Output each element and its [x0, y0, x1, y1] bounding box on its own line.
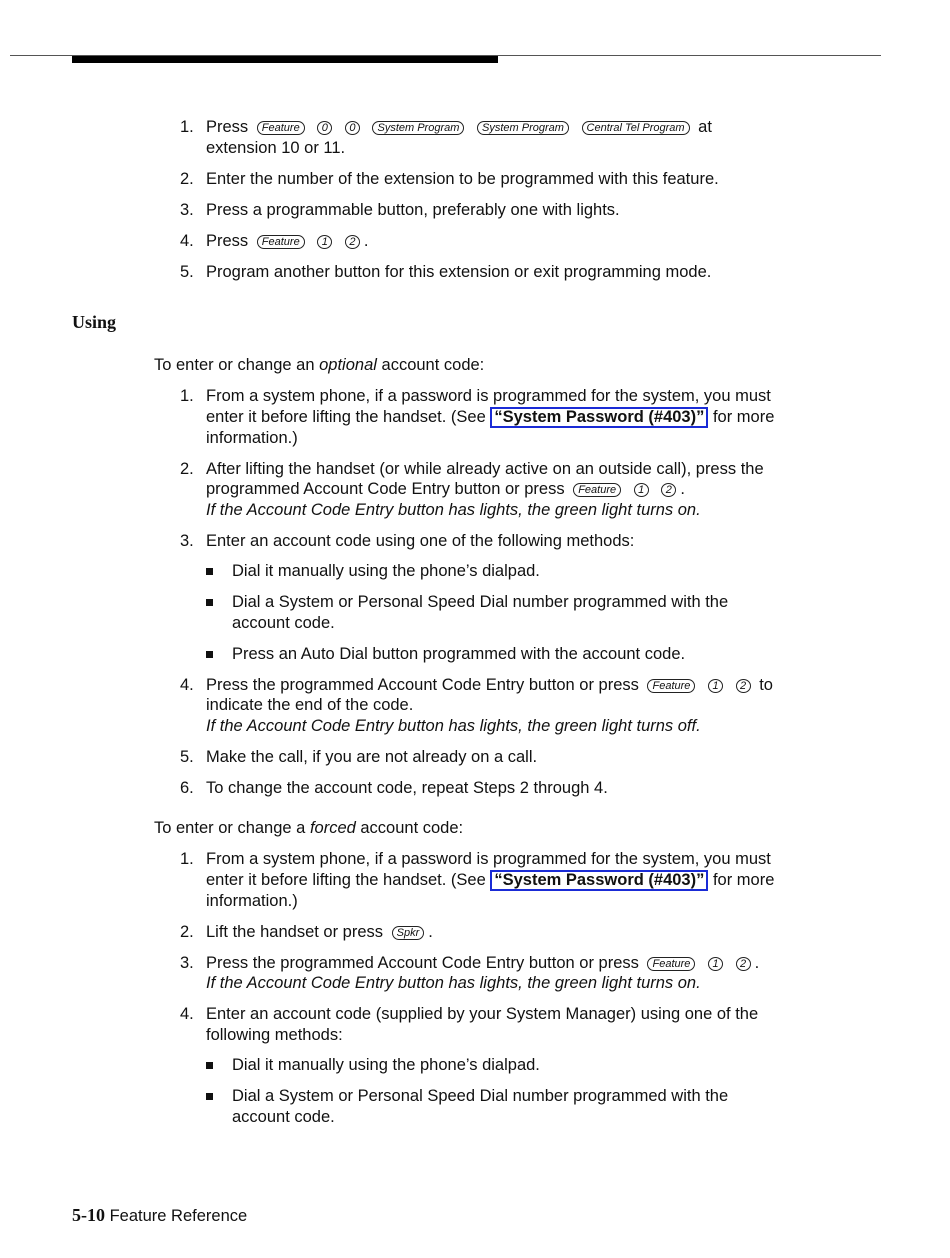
page-number: 5-10: [72, 1205, 105, 1225]
feature-key-icon: Feature: [647, 957, 695, 971]
feature-key-icon: Feature: [573, 483, 621, 497]
list-item: Dial it manually using the phone’s dialpad.: [206, 561, 780, 582]
header-rule-thick: [72, 56, 498, 63]
list-item: 2. After lifting the handset (or while already active on an outside call), press the programmed Account Code Entry button or press Feature 1 2 . If the Account Code Entry button has lights, the green light turns on.: [180, 459, 764, 519]
zero-key-icon: 0: [345, 121, 360, 135]
methods-list: [206, 1055, 780, 1127]
zero-key-icon: 0: [317, 121, 332, 135]
list-item: 4. Press the programmed Account Code Entry button or press Feature 1 2 to indicate the end of the code. If the Account Code Entry button has lights, the green light turns off.: [180, 675, 773, 735]
list-item: 3. Press the programmed Account Code Entry button or press Feature 1 2 . If the Account Code Entry button has lights, the green light turns on.: [180, 953, 760, 992]
system-program-key-icon: System Program: [477, 121, 569, 135]
list-item: 2. Enter the number of the extension to be programmed with this feature.: [180, 169, 719, 188]
list-item: 4. Enter an account code (supplied by your System Manager) using one of the following methods: Dial it manually using the phone’s dialpad. Dial a System or Personal Speed Dial number programmed with the account code.: [180, 1004, 780, 1127]
one-key-icon: 1: [708, 957, 723, 971]
methods-list: [206, 561, 780, 664]
bullet-icon: [206, 1093, 213, 1100]
system-program-key-icon: System Program: [372, 121, 464, 135]
one-key-icon: 1: [708, 679, 723, 693]
optional-steps-list: [180, 386, 780, 809]
list-item: 2. Lift the handset or press Spkr .: [180, 922, 433, 941]
list-item: 4. Press Feature 1 2 .: [180, 231, 369, 250]
bullet-icon: [206, 651, 213, 658]
system-password-link[interactable]: “System Password (#403)”: [490, 870, 708, 891]
programming-steps-list: [180, 117, 780, 293]
feature-key-icon: Feature: [257, 121, 305, 135]
bullet-icon: [206, 1062, 213, 1069]
optional-intro: To enter or change an optional account code:: [154, 356, 485, 374]
list-item: 1. From a system phone, if a password is programmed for the system, you must enter it before lifting the handset. (See “System Password (#403)” for more information.): [180, 387, 775, 447]
two-key-icon: 2: [661, 483, 676, 497]
forced-steps-list: [180, 849, 780, 1138]
two-key-icon: 2: [736, 957, 751, 971]
two-key-icon: 2: [736, 679, 751, 693]
one-key-icon: 1: [634, 483, 649, 497]
central-tel-program-key-icon: Central Tel Program: [582, 121, 690, 135]
list-item: Dial a System or Personal Speed Dial number programmed with the account code.: [206, 592, 780, 633]
list-item: Dial a System or Personal Speed Dial number programmed with the account code.: [206, 1086, 780, 1127]
list-item: 6. To change the account code, repeat Steps 2 through 4.: [180, 778, 608, 797]
list-item: 3. Enter an account code using one of the following methods: Dial it manually using the phone’s dialpad. Dial a System or Personal Speed Dial number programmed with the account code. Press an Auto Dial button programmed with the account code.: [180, 531, 780, 665]
spkr-key-icon: Spkr: [392, 926, 425, 940]
two-key-icon: 2: [345, 235, 360, 249]
footer-section-title: Feature Reference: [109, 1207, 248, 1225]
list-item: 1. From a system phone, if a password is programmed for the system, you must enter it before lifting the handset. (See “System Password (#403)” for more information.): [180, 850, 775, 910]
page-footer: [72, 1205, 247, 1226]
one-key-icon: 1: [317, 235, 332, 249]
forced-intro: To enter or change a forced account code:: [154, 819, 464, 837]
bullet-icon: [206, 568, 213, 575]
list-item: 5. Make the call, if you are not already on a call.: [180, 747, 538, 766]
list-item: Dial it manually using the phone’s dialpad.: [206, 1055, 780, 1076]
feature-key-icon: Feature: [257, 235, 305, 249]
list-item: 5. Program another button for this extension or exit programming mode.: [180, 262, 712, 281]
bullet-icon: [206, 599, 213, 606]
list-item: 3. Press a programmable button, preferably one with lights.: [180, 200, 620, 219]
list-item: Press an Auto Dial button programmed with the account code.: [206, 644, 780, 665]
section-heading: Using: [72, 312, 117, 332]
system-password-link[interactable]: “System Password (#403)”: [490, 407, 708, 428]
feature-key-icon: Feature: [647, 679, 695, 693]
list-item: 1. Press Feature 0 0 System Program System Program Central Tel Program at extension 10 or 11.: [180, 118, 712, 157]
